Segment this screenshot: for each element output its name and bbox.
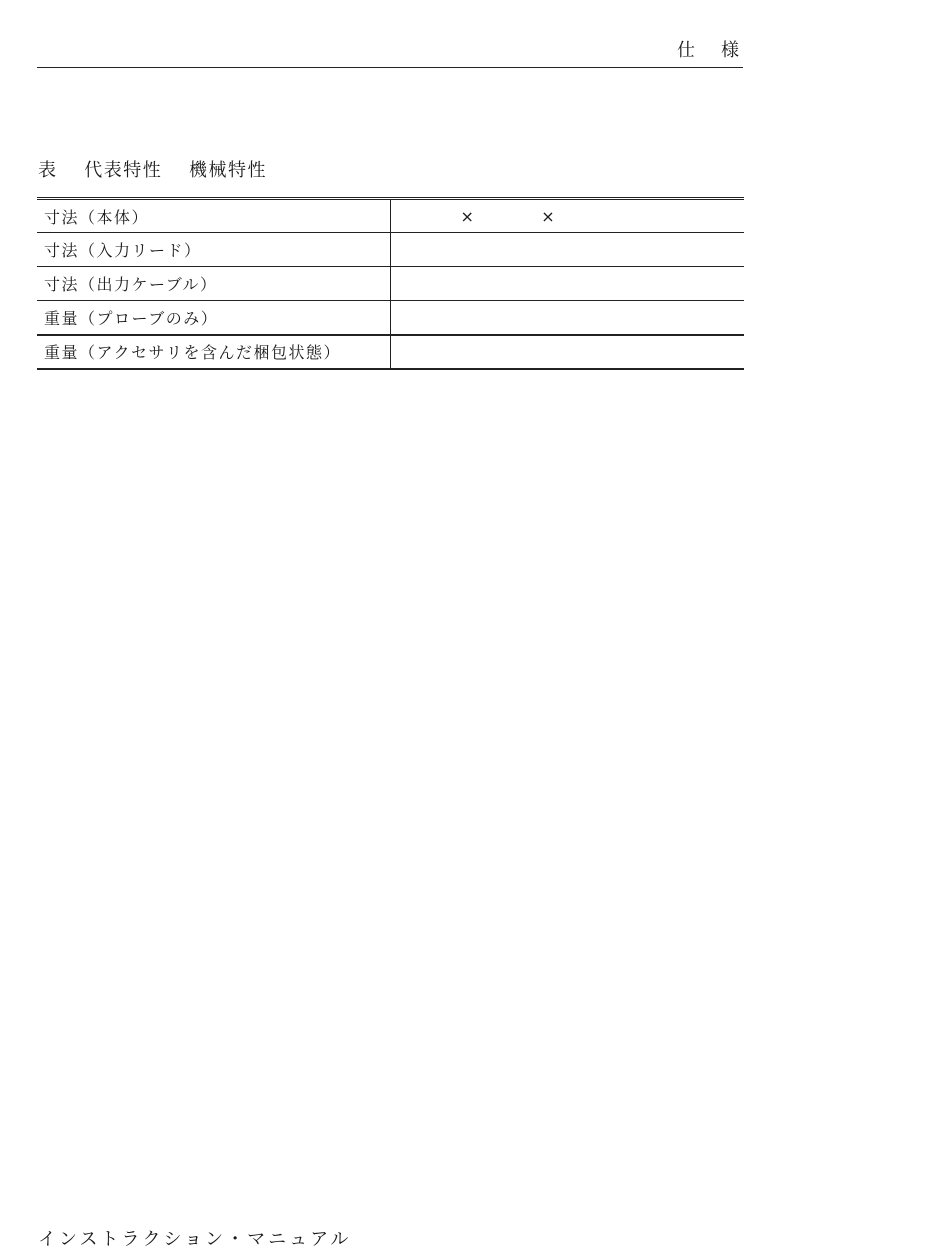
table-row — [37, 301, 744, 335]
table-caption: 表 代表特性 機械特性 — [38, 160, 267, 181]
footer-title: インストラクション・マニュアル — [38, 1229, 352, 1250]
row-label: 寸法（本体） — [37, 199, 390, 233]
row-label: 重量（プローブのみ） — [37, 301, 390, 335]
row-value — [390, 301, 744, 335]
row-value — [390, 233, 744, 267]
table-row — [37, 335, 744, 369]
row-label: 重量（アクセサリを含んだ梱包状態） — [37, 335, 390, 369]
section-title: 仕 様 — [677, 40, 743, 61]
table-row — [37, 233, 744, 267]
row-value: × × — [390, 199, 744, 233]
row-value — [390, 267, 744, 301]
running-header — [37, 40, 743, 68]
spec-table — [37, 197, 744, 370]
row-label: 寸法（入力リード） — [37, 233, 390, 267]
row-value — [390, 335, 744, 369]
table-row — [37, 199, 744, 233]
row-label: 寸法（出力ケーブル） — [37, 267, 390, 301]
table-row — [37, 267, 744, 301]
